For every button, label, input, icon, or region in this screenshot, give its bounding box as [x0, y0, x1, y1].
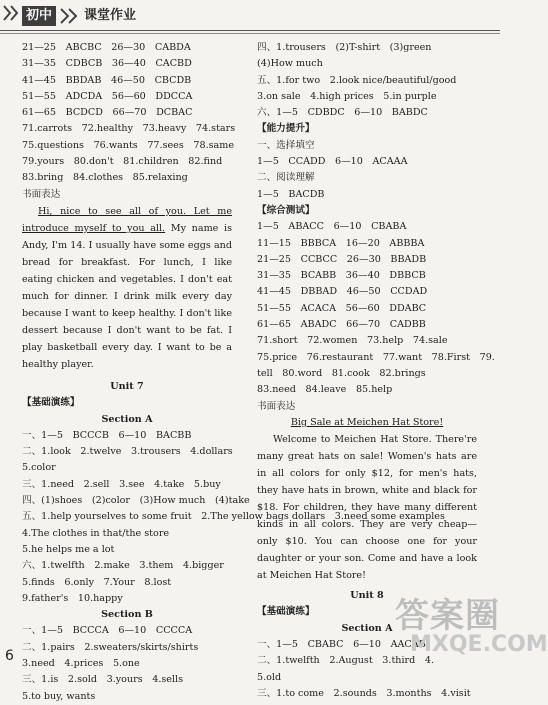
answer-line: 71.carrots 72.healthy 73.heavy 74.stars	[22, 123, 236, 135]
answer-list	[22, 40, 236, 187]
section-b-title: Section B	[101, 609, 153, 621]
double-chevron-icon	[58, 6, 82, 26]
answer-line: 二、1.look 2.twelve 3.trousers 4.dollars	[22, 446, 233, 458]
section-basic-heading: 【基础演练】	[257, 606, 315, 618]
answer-line: 31—35 CDBCB 36—40 CACBD	[22, 58, 192, 70]
answer-line: 一、1—5 CBABC 6—10 AACAB	[257, 639, 426, 651]
answer-line: 5.old	[257, 671, 282, 683]
answer-line: 21—25 ABCBC 26—30 CABDA	[22, 42, 191, 53]
section-test-heading: 【综合测试】	[257, 204, 315, 216]
answer-line: 1—5 BACDB	[257, 188, 325, 200]
unit-title: Unit 8	[350, 590, 384, 602]
answer-line: 六、1.twelfth 2.make 3.them 4.bigger	[22, 560, 224, 572]
answer-line: 41—45 BBDAB 46—50 CBCDB	[22, 74, 192, 86]
section-b-answers	[22, 623, 232, 704]
answer-line: 75.questions 76.wants 77.sees 78.same	[22, 139, 235, 151]
answer-line: 61—65 BCDCD 66—70 DCBAC	[22, 107, 193, 119]
answer-line: 41—45 DBBAD 46—50 CCDAD	[257, 286, 428, 298]
answer-line: 5.finds 6.only 7.Your 8.lost	[22, 576, 172, 588]
answer-line: 31—35 BCABB 36—40 DBBCB	[257, 270, 426, 282]
essay-first-sentence: Hi, nice to see all of you. Let me introduce myself to you all.	[22, 205, 232, 234]
answer-line: 11—15 BBBCA 16—20 ABBBA	[257, 237, 425, 249]
answer-line: 一、1—5 BCCCA 6—10 CCCCA	[22, 625, 193, 637]
writing-heading: 书面表达	[22, 188, 61, 200]
answer-line: 四、1.trousers (2)T-shirt (3)green	[257, 42, 432, 53]
header-title: 课堂作业	[84, 8, 137, 23]
answer-line: 83.bring 84.clothes 85.relaxing	[22, 172, 188, 184]
essay-body: My name is Andy, I'm 14. I usually have some eggs and bread for breakfast. For lunch, I like eating chicken and vegetables. I don't eat much for dinner. I drink milk every day because I want to keep healthy. I don't like dessert because I don't want to be fat. I play basketball every day. I want to be a healthy player.	[22, 222, 233, 370]
answer-line: 9.father's 10.happy	[22, 592, 123, 604]
answer-line: 5.color	[22, 462, 56, 474]
answer-line: 二、1.twelfth 2.August 3.third 4.	[257, 655, 435, 667]
page-header	[0, 0, 500, 40]
answer-line: 51—55 ACACA 56—60 DDABC	[257, 302, 427, 314]
section-basic-heading: 【基础演练】	[22, 397, 80, 409]
improve-answers	[257, 138, 477, 203]
answer-line: (4)How much	[257, 58, 323, 70]
answer-line: 75.price 76.restaurant 77.want 78.First 79.	[257, 351, 495, 363]
writing-heading: 书面表达	[257, 400, 296, 412]
answer-line: 二、阅读理解	[257, 172, 315, 184]
answer-line: 二、1.pairs 2.sweaters/skirts/shirts	[22, 641, 199, 653]
answer-line: 五、1.help yourselves to some fruit 2.The yellow bags dollars 3.need some examples	[22, 511, 445, 523]
answer-line: 3.on sale 4.high prices 5.in purple	[257, 90, 437, 102]
header-rule	[0, 30, 500, 31]
answer-line: 83.need 84.leave 85.help	[257, 384, 393, 396]
answer-line: tell 80.word 81.cook 82.brings	[257, 367, 426, 379]
answer-line: 61—65 ABADC 66—70 CADBB	[257, 319, 426, 331]
level-tag: 初中	[22, 6, 56, 26]
answer-line: 三、1.to come 2.sounds 3.months 4.visit	[257, 687, 471, 699]
answer-line: 五、1.for two 2.look nice/beautiful/good	[257, 74, 457, 86]
answer-line: 一、1—5 BCCCB 6—10 BACBB	[22, 429, 192, 441]
section-improve-heading: 【能力提升】	[257, 123, 315, 135]
answer-line: 四、(1)shoes (2)color (3)How much (4)take	[22, 495, 250, 507]
unit-title: Unit 7	[110, 380, 144, 392]
answer-line: 51—55 ADCDA 56—60 DDCCA	[22, 90, 193, 102]
answer-line: 1—5 ABACC 6—10 CBABA	[257, 221, 407, 233]
essay-paragraph	[22, 203, 232, 373]
answer-line: 5.to buy, wants	[22, 690, 96, 702]
answer-line: 三、1.need 2.sell 3.see 4.take 5.buy	[22, 478, 221, 490]
page-number: 6	[5, 648, 14, 664]
ad-paragraph: Welcome to Meichen Hat Store. There're many great hats on sale! Women's hats are in all colors for only $12, for men's hats, they have hats in brown, white and black for $18. For children, they have many different kinds in all colors. They are very cheap—only $10. You can choose one for your daughter or your son. Come and have a look at Meichen Hat Store!	[257, 434, 477, 582]
ad-title: Big Sale at Meichen Hat Store!	[290, 416, 444, 428]
section-a-title: Section A	[101, 413, 153, 425]
section-a-title: Section A	[341, 622, 393, 634]
answer-line: 71.short 72.women 73.help 74.sale	[257, 335, 448, 347]
answer-line: 5.he helps me a lot	[22, 543, 115, 555]
answer-line: 79.yours 80.don't 81.children 82.find	[22, 156, 223, 168]
answer-line: 六、1—5 CDBDC 6—10 BABDC	[257, 107, 428, 119]
header-rule-thin	[0, 33, 500, 34]
answer-line: 4.The clothes in that/the store	[22, 527, 170, 539]
answer-line: 21—25 CCBCC 26—30 BBADB	[257, 253, 427, 265]
answer-list	[257, 40, 477, 121]
watermark-logo: 答案圈	[395, 596, 500, 636]
watermark-url: MXQE.COM	[410, 632, 548, 657]
answer-line: 1—5 CCADD 6—10 ACAAA	[257, 156, 408, 168]
answer-line: 3.need 4.prices 5.one	[22, 658, 140, 670]
answer-line: 一、选择填空	[257, 139, 315, 151]
test-answers	[257, 219, 495, 398]
double-chevron-icon	[2, 2, 22, 24]
answer-line: 三、1.is 2.sold 3.yours 4.sells	[22, 674, 184, 686]
